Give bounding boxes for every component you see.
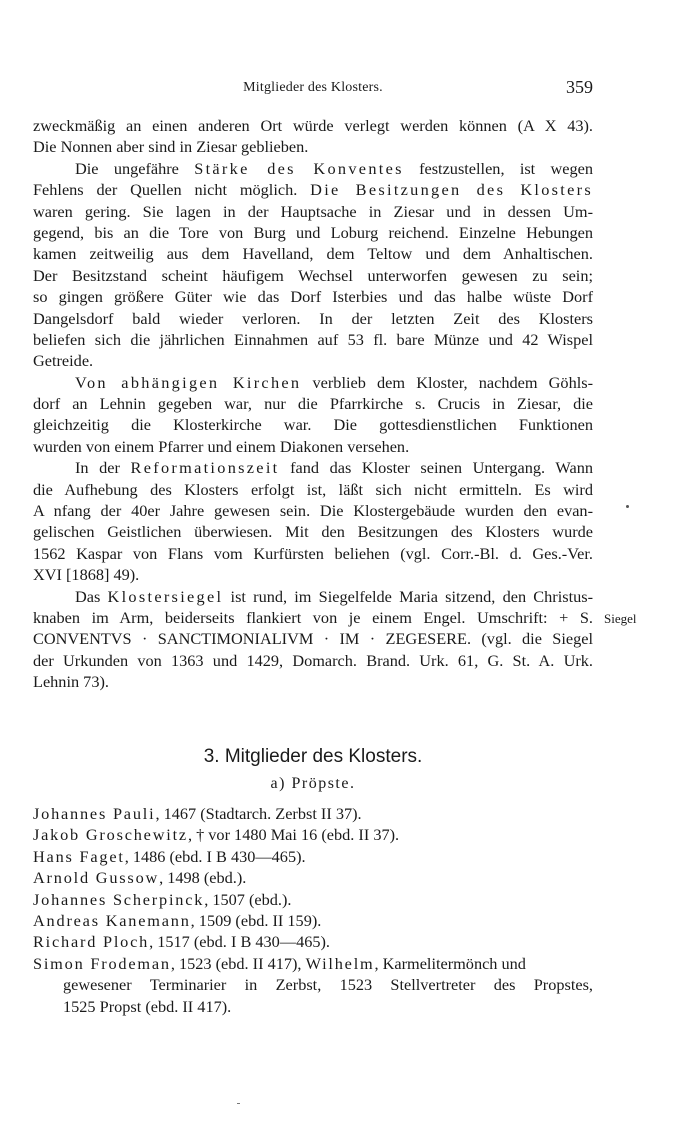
provost-detail: , 1498 (ebd.). [159, 868, 247, 888]
text-line: gelischen Geistlichen überwiesen. Mit den Besitzungen des Klosters wurde [33, 522, 593, 542]
text-line [33, 179, 593, 200]
provost-name: Richard Ploch [33, 932, 150, 952]
running-title: Mitglieder des Klosters. [243, 80, 383, 95]
text-line: beliefen sich die jährlichen Einnahmen auf 53 fl. bare Münze und 42 Wispel [33, 329, 593, 349]
text-line: Die Nonnen aber sind in Ziesar geblieben. [33, 137, 309, 157]
provost-name: Arnold Gussow [33, 868, 160, 888]
spaced-term: Reformationszeit [130, 458, 280, 478]
margin-note: Siegel [604, 611, 637, 626]
list-item [33, 931, 593, 952]
provost-list [33, 803, 593, 1017]
page-number: 359 [566, 77, 593, 97]
text-fragment: festzustellen, ist wegen [403, 158, 594, 178]
provost-name: Johannes Scherpinck [33, 889, 205, 909]
text-fragment: fand das Kloster seinen Untergang. Wann [279, 458, 593, 478]
provost-detail: , 1523 (ebd. II 417), [170, 953, 306, 973]
text-line: zweckmäßig an einen anderen Ort würde verlegt werden können (A X 43). [33, 116, 593, 135]
text-line: so gingen größere Güter wie das Dorf Isterbies und das halbe wüste Dorf [33, 287, 593, 307]
text-line: A nfang der 40er Jahre gewesen sein. Die Klostergebäude wurden den evan- [33, 501, 593, 521]
spaced-term: Stärke des Konventes [194, 158, 404, 178]
page-header [33, 74, 593, 104]
section-title: 3. Mitglieder des Klosters. [203, 746, 423, 767]
provost-detail: , 1467 (Stadtarch. Zerbst II 37). [155, 804, 362, 823]
provost-name: Andreas Kanemann [33, 911, 191, 931]
provost-name: Hans Faget [33, 846, 125, 866]
list-item [33, 953, 593, 1017]
text-line: Getreide. [33, 351, 94, 371]
text-line: XVI [1868] 49). [33, 565, 140, 585]
text-line [33, 586, 593, 607]
text-fragment: Die ungefähre [75, 158, 195, 178]
text-line: knaben im Arm, beiderseits flankiert von je einem Engel. Umschrift: + S. [33, 607, 593, 627]
provost-name: Wilhelm [305, 953, 375, 973]
provost-detail: , 1517 (ebd. I B 430—465). [149, 932, 330, 952]
text-line: waren gering. Sie lagen in der Hauptsache in Ziesar und in dessen Um- [33, 201, 593, 221]
text-fragment: ist rund, im Siegelfelde Maria sitzend, den Christus- [223, 586, 593, 606]
provost-name: Jakob Groschewitz [33, 825, 188, 845]
text-line: 1562 Kaspar von Flans vom Kurfürsten beliehen (vgl. Corr.-Bl. d. Ges.-Ver. [33, 543, 593, 563]
subsection-title: a) Pröpste. [270, 775, 356, 792]
text-line: CONVENTVS · SANCTIMONIALIVM · IM · ZEGESERE. (vgl. die Siegel [33, 629, 593, 649]
provost-detail: , † vor 1480 Mai 16 (ebd. II 37). [187, 825, 400, 845]
stray-mark [237, 1103, 240, 1104]
provost-detail: , 1486 (ebd. I B 430—465). [124, 846, 306, 866]
text-line [33, 158, 593, 179]
text-line: dorf an Lehnin gegeben war, nur die Pfarrkirche s. Crucis in Ziesar, die [33, 394, 593, 414]
provost-detail: , Karmelitermönch und [374, 953, 526, 973]
text-line: kamen zeitweilig aus dem Havelland, dem Teltow und dem Anhaltischen. [33, 244, 593, 264]
text-fragment: Das [75, 586, 108, 606]
text-line: Der Besitzstand scheint häufigem Wechsel unterworfen gewesen zu sein; [33, 265, 593, 285]
provost-name: Johannes Pauli [33, 804, 156, 823]
text-line: wurden von einem Pfarrer und einem Diakonen versehen. [33, 436, 410, 456]
entry-continuation: gewesener Terminarier in Zerbst, 1523 Stellvertreter des Propstes, [63, 975, 593, 995]
text-fragment: In der [75, 458, 131, 478]
provost-detail: , 1509 (ebd. II 159). [190, 911, 322, 931]
text-line: gegend, bis an die Tore von Burg und Loburg reichend. Einzelne Hebungen [33, 222, 593, 242]
text-line [33, 372, 593, 393]
provost-detail: , 1507 (ebd.). [204, 889, 292, 909]
stray-mark [626, 505, 629, 508]
text-line: gleichzeitig die Klosterkirche war. Die gottesdienstlichen Funktionen [33, 415, 593, 435]
spaced-term: Die Besitzungen des Klosters [310, 180, 594, 200]
text-line [33, 457, 593, 478]
spaced-term: Klostersiegel [107, 586, 224, 606]
spaced-term: Von abhängigen Kirchen [75, 372, 302, 392]
body-text [33, 115, 593, 693]
entry-continuation: 1525 Propst (ebd. II 417). [63, 996, 232, 1016]
list-item [33, 889, 593, 910]
text-fragment: verblieb dem Kloster, nachdem Göhls- [301, 372, 593, 392]
list-item [33, 910, 593, 931]
list-item [33, 803, 593, 824]
text-line: Dangelsdorf bald wieder verloren. In der letzten Zeit des Klosters [33, 308, 593, 328]
text-fragment: Fehlens der Quellen nicht möglich. [33, 180, 311, 200]
text-line: die Aufhebung des Klosters erfolgt ist, läßt sich nicht ermitteln. Es wird [33, 479, 593, 499]
provost-name: Simon Frodeman [33, 953, 171, 973]
list-item [33, 846, 593, 867]
text-line: der Urkunden von 1363 und 1429, Domarch. Brand. Urk. 61, G. St. A. Urk. [33, 650, 593, 670]
list-item [33, 824, 593, 845]
text-line: Lehnin 73). [33, 672, 109, 692]
list-item [33, 867, 593, 888]
